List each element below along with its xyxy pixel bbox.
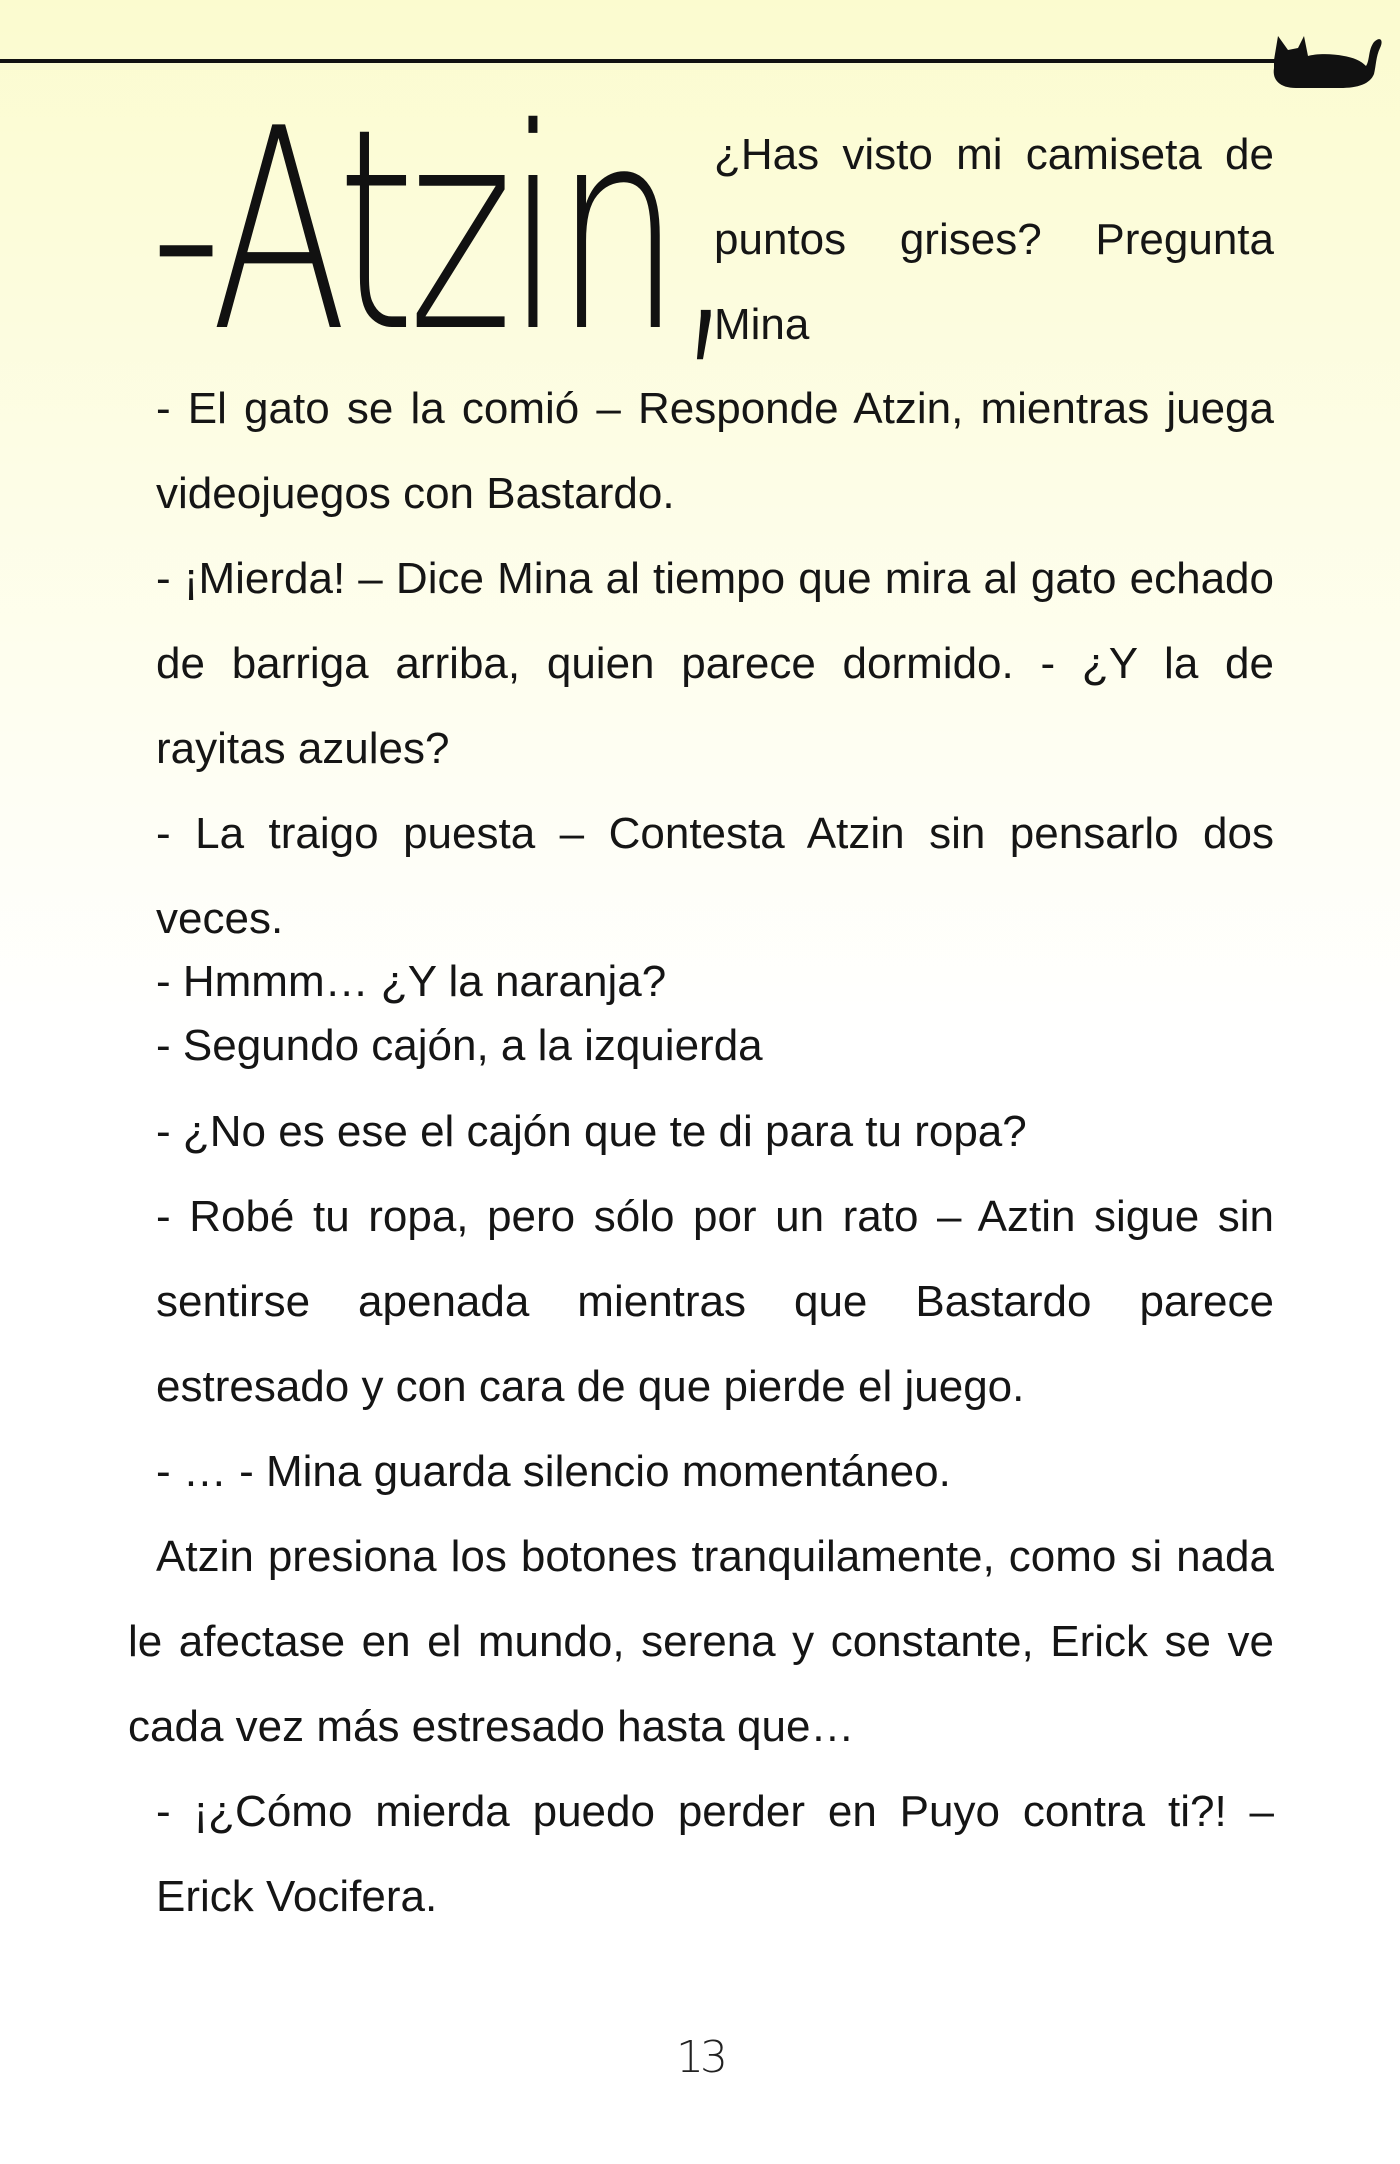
paragraph: - ¡Mierda! – Dice Mina al tiempo que mira al gato echado de barriga arriba, quien parece dormido. - ¿Y la de rayitas azules?: [156, 554, 1274, 773]
paragraph: - La traigo puesta – Contesta Atzin sin pensarlo dos veces.: [156, 809, 1274, 943]
paragraph: - Hmmm… ¿Y la naranja?: [156, 957, 667, 1006]
paragraph: - ¡¿Cómo mierda puedo perder en Puyo contra ti?! – Erick Vocifera.: [156, 1787, 1274, 1921]
paragraph: Atzin presiona los botones tranquilamente, como si nada le afectase en el mundo, serena y constante, Erick se ve cada vez más estresado hasta que…: [128, 1532, 1274, 1751]
paragraph: - El gato se la comió – Responde Atzin, mientras juega videojuegos con Bastardo.: [156, 384, 1274, 518]
paragraph: - ¿No es ese el cajón que te di para tu ropa?: [156, 1107, 1027, 1156]
sleeping-cat-icon: [1270, 26, 1384, 90]
paragraph: - Robé tu ropa, pero sólo por un rato – Aztin sigue sin sentirse apenada mientras que Bastardo parece estresado y con cara de que pierde el juego.: [156, 1192, 1274, 1411]
paragraph: - … - Mina guarda silencio momentáneo.: [156, 1447, 951, 1496]
paragraph: - Segundo cajón, a la izquierda: [156, 1021, 763, 1070]
page-number: 13: [676, 2032, 724, 2083]
drop-cap-heading: -Atzin,: [150, 69, 731, 393]
header-rule: [0, 59, 1275, 63]
intro-paragraph: ¿Has visto mi camiseta de puntos grises? Pregunta Mina: [714, 130, 1274, 349]
